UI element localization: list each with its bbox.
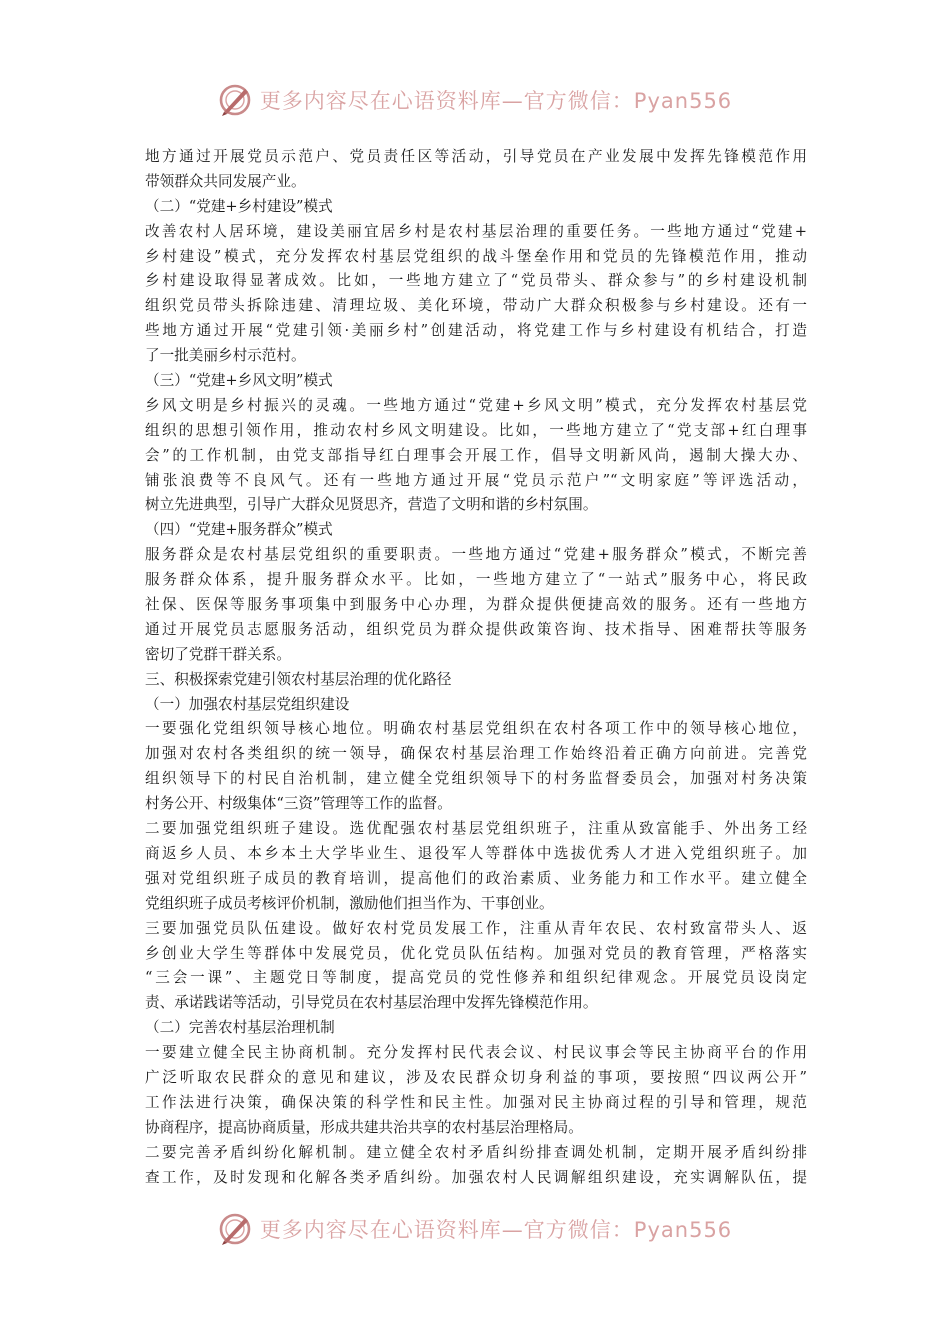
text-line: 服务群众是农村基层党组织的重要职责。一些地方通过“党建+服务群众”模式，不断完善 — [145, 546, 807, 564]
text-line: 会”的工作机制，由党支部指导红白理事会开展工作，倡导文明新风尚，遏制大操大办、 — [145, 446, 807, 464]
text-line: 了一批美丽乡村示范村。 — [145, 347, 306, 365]
banner-text: 更多内容尽在心语资料库—官方微信：Pyan556 — [259, 89, 733, 113]
text-line: 商返乡人员、本乡本土大学毕业生、退役军人等群体中选拔优秀人才进入党组织班子。加 — [145, 844, 807, 862]
text-line: 铺张浪费等不良风气。还有一些地方通过开展“党员示范户”“文明家庭”等评选活动， — [145, 471, 807, 489]
text-line: 工作法进行决策，确保决策的科学性和民主性。加强对民主协商过程的引导和管理，规范 — [145, 1093, 807, 1111]
text-line: 地方通过开展党员示范户、党员责任区等活动，引导党员在产业发展中发挥先锋模范作用 — [145, 148, 807, 165]
text-line: 组织领导下的村民自治机制，建立健全党组织领导下的村务监督委员会，加强对村务决策 — [145, 770, 807, 788]
text-line: 村务公开、村级集体“三资”管理等工作的监督。 — [145, 795, 452, 813]
text-line: 些地方通过开展“党建引领·美丽乡村”创建活动，将党建工作与乡村建设有机结合，打造 — [145, 322, 807, 340]
document-body — [145, 145, 807, 1190]
text-line: （二）“党建+乡村建设”模式 — [145, 197, 333, 215]
writing-logo-icon — [218, 82, 254, 118]
text-line: “三会一课”、主题党日等制度，提高党员的党性修养和组织纪律观念。开展党员设岗定 — [145, 969, 807, 987]
text-line: 改善农村人居环境，建设美丽宜居乡村是农村基层治理的重要任务。一些地方通过“党建+ — [145, 222, 807, 240]
text-line: 强对党组织班子成员的教育培训，提高他们的政治素质、业务能力和工作水平。建立健全 — [145, 869, 807, 887]
text-line: 一要建立健全民主协商机制。充分发挥村民代表会议、村民议事会等民主协商平台的作用 — [145, 1044, 807, 1062]
text-line: 二要加强党组织班子建设。选优配强农村基层党组织班子，注重从致富能手、外出务工经 — [145, 820, 807, 838]
text-line: （四）“党建+服务群众”模式 — [145, 521, 333, 539]
text-line: 加强对农村各类组织的统一领导，确保农村基层治理工作始终沿着正确方向前进。完善党 — [145, 745, 807, 763]
text-line: 查工作，及时发现和化解各类矛盾纠纷。加强农村人民调解组织建设，充实调解队伍，提 — [145, 1168, 807, 1186]
text-line: 党组织班子成员考核评价机制，激励他们担当作为、干事创业。 — [145, 894, 554, 912]
text-line: 通过开展党员志愿服务活动，组织党员为群众提供政策咨询、技术指导、困难帮扶等服务 — [145, 620, 807, 638]
text-line: （一）加强农村基层党组织建设 — [145, 695, 350, 713]
text-line: 三要加强党员队伍建设。做好农村党员发展工作，注重从青年农民、农村致富带头人、返 — [145, 919, 807, 937]
text-line: 乡村建设”模式，充分发挥农村基层党组织的战斗堡垒作用和党员的先锋模范作用，推动 — [145, 247, 807, 265]
header-banner — [0, 80, 950, 120]
text-line: 带领群众共同发展产业。 — [145, 172, 306, 190]
writing-logo-icon — [218, 1211, 254, 1247]
text-line: 责、承诺践诺等活动，引导党员在农村基层治理中发挥先锋模范作用。 — [145, 994, 598, 1012]
text-line: 组织的思想引领作用，推动农村乡风文明建设。比如，一些地方建立了“党支部+红白理事 — [145, 421, 807, 439]
text-line: 组织党员带头拆除违建、清理垃圾、美化环境，带动广大群众积极参与乡村建设。还有一 — [145, 297, 807, 315]
text-line: 乡风文明是乡村振兴的灵魂。一些地方通过“党建+乡风文明”模式，充分发挥农村基层党 — [145, 396, 807, 414]
text-line: （二）完善农村基层治理机制 — [145, 1019, 335, 1037]
text-line: 协商程序，提高协商质量，形成共建共治共享的农村基层治理格局。 — [145, 1118, 583, 1136]
text-line: 服务群众体系，提升服务群众水平。比如，一些地方建立了“一站式”服务中心，将民政 — [145, 571, 807, 589]
footer-banner — [0, 1209, 950, 1249]
text-line: 广泛听取农民群众的意见和建议，涉及农民群众切身利益的事项，要按照“四议两公开” — [145, 1068, 807, 1086]
banner-text: 更多内容尽在心语资料库—官方微信：Pyan556 — [259, 1218, 733, 1242]
text-line: 乡村建设取得显著成效。比如，一些地方建立了“党员带头、群众参与”的乡村建设机制 — [145, 272, 807, 290]
text-line: 树立先进典型，引导广大群众见贤思齐，营造了文明和谐的乡村氛围。 — [145, 496, 598, 514]
text-line: 一要强化党组织领导核心地位。明确农村基层党组织在农村各项工作中的领导核心地位， — [145, 720, 807, 738]
text-line: 密切了党群干群关系。 — [145, 645, 291, 663]
text-line: 三、积极探索党建引领农村基层治理的优化路径 — [145, 670, 452, 688]
text-line: 乡创业大学生等群体中发展党员，优化党员队伍结构。加强对党员的教育管理，严格落实 — [145, 944, 807, 962]
text-line: （三）“党建+乡风文明”模式 — [145, 372, 333, 390]
text-line: 社保、医保等服务事项集中到服务中心办理，为群众提供便捷高效的服务。还有一些地方 — [145, 596, 807, 614]
text-line: 二要完善矛盾纠纷化解机制。建立健全农村矛盾纠纷排查调处机制，定期开展矛盾纠纷排 — [145, 1143, 807, 1161]
